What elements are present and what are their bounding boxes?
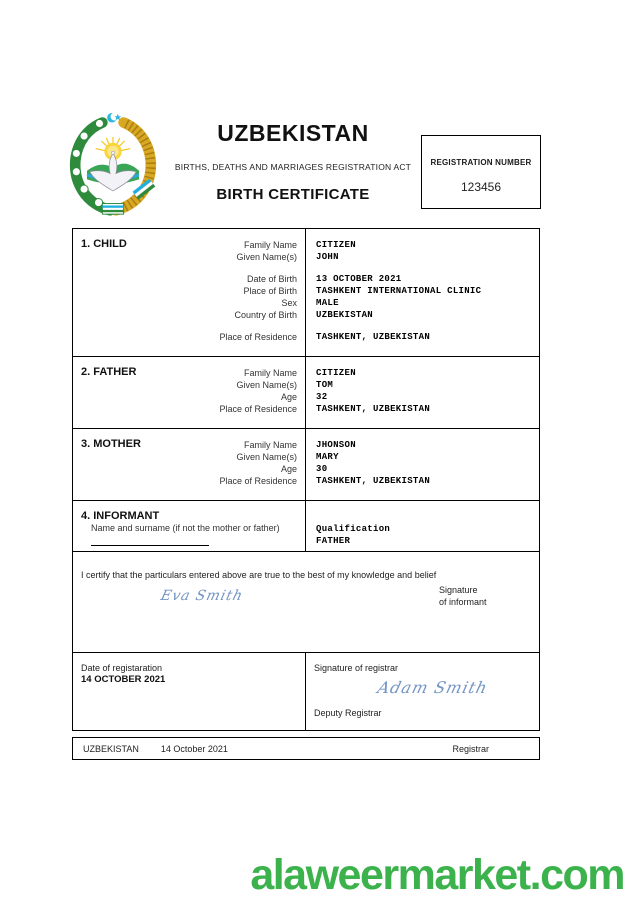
field-label: Family Name: [243, 368, 297, 378]
footer-date: 14 October 2021: [160, 743, 228, 754]
section-informant-title: 4. INFORMANT: [81, 510, 160, 522]
section-father-labels-cell: [73, 357, 306, 428]
section-father-title: 2. FATHER: [81, 366, 137, 378]
field-label: Place of Residence: [219, 332, 297, 342]
section-father: [73, 356, 539, 428]
section-mother-title: 3. MOTHER: [81, 438, 141, 450]
field-value: MARY: [316, 452, 339, 462]
field-value: 32: [316, 392, 328, 402]
qualification-label: Qualification: [316, 524, 391, 534]
registration-number-value: 123456: [460, 180, 502, 194]
field-label: Family Name: [243, 240, 297, 250]
field-label: Place of Residence: [219, 404, 297, 414]
registration-number-label: REGISTRATION NUMBER: [430, 158, 532, 167]
field-value: CITIZEN: [316, 368, 356, 378]
section-father-values-cell: [306, 357, 539, 428]
spacer: [316, 263, 531, 273]
field-value: TASHKENT, UZBEKISTAN: [316, 332, 431, 342]
section-mother: [73, 428, 539, 500]
section-informant: [73, 500, 539, 551]
field-label: Country of Birth: [234, 310, 297, 320]
spacer: [81, 321, 297, 331]
header-country-title: UZBEKISTAN: [217, 120, 369, 146]
field-label: Age: [280, 464, 297, 474]
section-child-values-cell: [306, 229, 539, 356]
field-value: MALE: [316, 298, 339, 308]
section-child-title: 1. CHILD: [81, 238, 127, 250]
field-label: Date of Birth: [246, 274, 297, 284]
registration-date-label: Date of registaration: [81, 663, 163, 673]
footer-strip: [72, 737, 540, 760]
field-label: Place of Birth: [243, 286, 297, 296]
registrar-signature-cell: [306, 653, 539, 730]
field-label: Age: [280, 392, 297, 402]
section-child-label-column: [81, 239, 297, 343]
header-act-subtitle: BIRTHS, DEATHS AND MARRIAGES REGISTRATION ACT: [174, 162, 412, 172]
footer-country: UZBEKISTAN: [83, 743, 139, 754]
registration-date-cell: [73, 653, 306, 730]
registrar-title: Deputy Registrar: [314, 708, 382, 718]
spacer: [316, 321, 531, 331]
field-value: 13 OCTOBER 2021: [316, 274, 402, 284]
field-label: Place of Residence: [219, 476, 297, 486]
section-informant-left-cell: [73, 501, 306, 551]
field-value: 30: [316, 464, 328, 474]
field-value: TASHKENT INTERNATIONAL CLINIC: [316, 286, 482, 296]
signature-of-informant-label: [439, 585, 487, 608]
registration-number-box: [421, 135, 541, 209]
signature-label-line1: Signature: [439, 585, 478, 595]
field-label: Given Name(s): [236, 380, 297, 390]
field-value: JHONSON: [316, 440, 356, 450]
field-value: TASHKENT, UZBEKISTAN: [316, 476, 431, 486]
field-label: Given Name(s): [236, 452, 297, 462]
field-label: Given Name(s): [236, 252, 297, 262]
section-child-labels-cell: [73, 229, 306, 356]
certification-row: [73, 551, 539, 652]
field-value: JOHN: [316, 252, 339, 262]
field-value: TOM: [316, 380, 334, 390]
qualification-value: FATHER: [316, 536, 351, 546]
field-value: CITIZEN: [316, 240, 356, 250]
informant-signature: Eva Smith: [159, 588, 245, 604]
footer-registrar-label: Registrar: [452, 743, 489, 754]
field-label: Family Name: [243, 440, 297, 450]
spacer: [81, 263, 297, 273]
document-title: BIRTH CERTIFICATE: [216, 186, 370, 203]
registration-row: [73, 652, 539, 730]
certification-statement: I certify that the particulars entered above are true to the best of my knowledge and belief: [81, 570, 437, 580]
section-mother-labels-cell: [73, 429, 306, 500]
field-value: UZBEKISTAN: [316, 310, 374, 320]
section-informant-right-cell: [306, 501, 539, 551]
section-mother-values-cell: [306, 429, 539, 500]
site-watermark: alaweermarket.com: [250, 851, 624, 899]
registrar-signature: Adam Smith: [375, 678, 490, 697]
field-value: TASHKENT, UZBEKISTAN: [316, 404, 431, 414]
signature-label-line2: of informant: [439, 596, 487, 607]
informant-name-label: Name and surname (if not the mother or father): [91, 523, 280, 533]
registration-date-value: 14 OCTOBER 2021: [81, 674, 166, 685]
registrar-signature-label: Signature of registrar: [314, 663, 399, 673]
section-child: [73, 229, 539, 356]
informant-name-blank-line: [91, 545, 209, 546]
field-label: Sex: [281, 298, 297, 308]
certificate-table: [72, 228, 540, 731]
